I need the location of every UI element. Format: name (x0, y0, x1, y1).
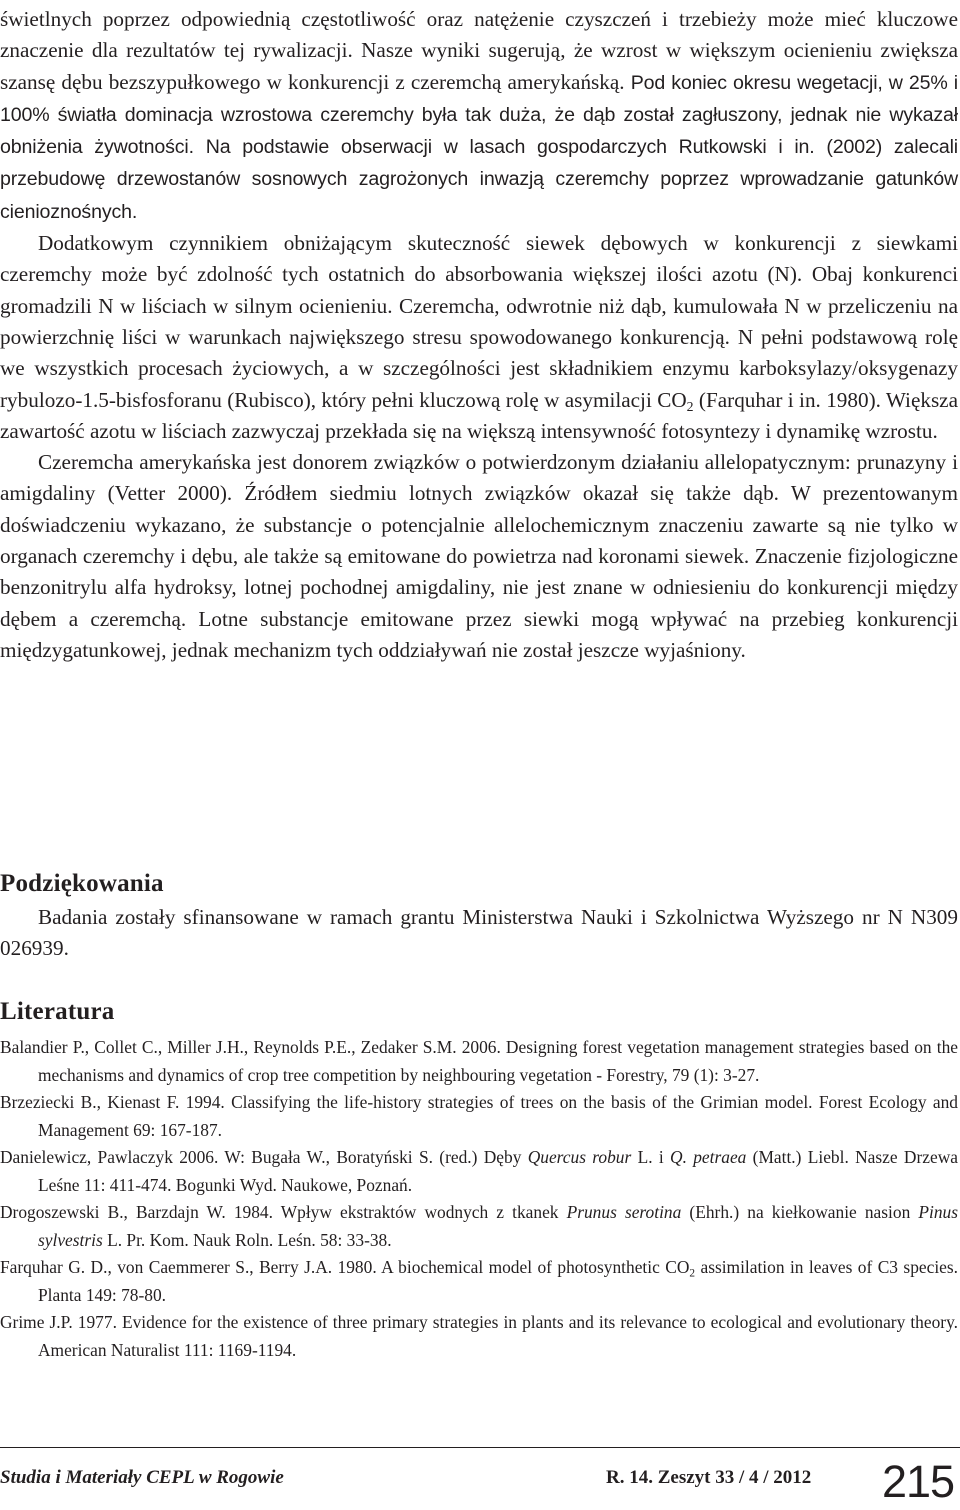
reference-item: Grime J.P. 1977. Evidence for the existence of three primary strategies in plants and its relevance to ecological and evolutionary theory. American Naturalist 111: 1169-1194. (0, 1312, 958, 1360)
reference-text: Danielewicz, Pawlaczyk 2006. W: Bugała W., Boratyński S. (red.) Dęby (0, 1147, 528, 1167)
reference-text: L. i (631, 1147, 671, 1167)
reference-text: assimilation in leaves of C3 species. Planta 149: 78-80. (38, 1257, 958, 1305)
acknowledgements-text: Badania zostały sfinansowane w ramach grantu Ministerstwa Nauki i Szkolnictwa Wyższego nr N N309 026939. (0, 905, 958, 961)
reference-item: Brzeziecki B., Kienast F. 1994. Classifying the life-history strategies of trees on the basis of the Grimian model. Forest Ecology and Management 69: 167-187. (0, 1092, 958, 1140)
paragraph-2-subscript: 2 (686, 398, 694, 414)
reference-text: Farquhar G. D., von Caemmerer S., Berry J.A. 1980. A biochemical model of photosynthetic CO (0, 1257, 690, 1277)
paragraph-2-part-b: (Farquhar i in. 1980). Większa zawartość azotu w liściach zazwyczaj przekłada się na większą intensywność fotosyntezy i dynamikę wzrostu. (0, 387, 958, 443)
acknowledgements-section (0, 902, 958, 965)
acknowledgements-heading: Podziękowania (0, 870, 164, 897)
reference-item (0, 1199, 958, 1254)
reference-subscript: 2 (689, 1267, 696, 1280)
reference-italic: Q. petraea (670, 1147, 747, 1167)
reference-list (0, 1034, 958, 1364)
reference-text: L. Pr. Kom. Nauk Roln. Leśn. 58: 33-38. (102, 1229, 392, 1250)
reference-item (0, 1254, 958, 1309)
reference-item (0, 1144, 958, 1199)
paragraph-3: Czeremcha amerykańska jest donorem związków o potwierdzonym działaniu allelopatycznym: prunazyny i amigdaliny (Vetter 2000). Źródłem siedmiu lotnych związków okazał się także dąb. W prezentowanym doświadczeniu wykazano, że substancje o potencjalnie allelochemicznym znaczeniu zawarte są nie tylko w organach czeremchy i dębu, ale także są emitowane do powietrza nad koronami siewek. Znaczenie fizjologiczne benzonitrylu alfa hydroksy, lotnej pochodnej amigdaliny, nie jest znane w odniesieniu do konkurencji między dębem a czeremchą. Lotne substancje emitowane przez siewki mogą wpływać na przebieg konkurencji międzygatunkowej, jednak mechanizm tych oddziaływań nie został jeszcze wyjaśniony. (0, 450, 958, 662)
reference-text: Drogoszewski B., Barzdajn W. 1984. Wpływ ekstraktów wodnych z tkanek (0, 1202, 567, 1222)
reference-italic: Quercus robur (527, 1147, 632, 1167)
paragraph-1-part-b: Pod koniec okresu wegetacji, w 25% i 100% światła dominacja wzrostowa czeremchy była tak duża, że dąb został zagłuszony, jednak nie wykazał obniżenia żywotności. Na podstawie obserwacji w lasach gospodarczych Rutkowski i in. (2002) zalecali przebudowę drzewostanów sosnowych zagrożonych inwazją czeremchy poprzez wprowadzanie gatunków cienioznośnych. (0, 71, 958, 223)
reference-text: (Matt.) Liebl. Nasze Drzewa Leśne 11: 411-474. Bogunki Wyd. Naukowe, Poznań. (38, 1147, 958, 1195)
footer-divider (0, 1447, 960, 1448)
reference-italic: Prunus serotina (566, 1202, 682, 1222)
literature-heading: Literatura (0, 998, 115, 1025)
paragraph-2 (0, 228, 958, 447)
body-text (0, 4, 958, 666)
paragraph-1 (0, 4, 958, 228)
paragraph-2-part-a: Dodatkowym czynnikiem obniżającym skuteczność siewek dębowych w konkurencji z siewkami czeremchy może być zdolność tych ostatnich do absorbowania większej ilości azotu (N). Obaj konkurenci gromadzili N w liściach w silnym ocienieniu. Czeremcha, odwrotnie niż dąb, kumulowała N w przeliczeniu na powierzchnię liści w warunkach największego stresu spowodowanego konkurencją. N pełni podstawową rolę we wszystkich procesach życiowych, a w szczególności jest składnikiem enzymu karboksylazy/oksygenazy rybulozo-1.5-bisfosforanu (Rubisco), który pełni kluczową rolę w asymilacji CO (0, 231, 958, 412)
page-number: 215 (882, 1456, 955, 1507)
reference-text: (Ehrh.) na kiełkowanie nasion (681, 1202, 919, 1222)
reference-italic: Pinus sylvestris (38, 1202, 958, 1250)
paragraph-1-part-a: świetlnych poprzez odpowiednią częstotliwość oraz natężenie czyszczeń i trzebieży może mieć kluczowe znaczenie dla rezultatów tej rywalizacji. Nasze wyniki sugerują, że wzrost w większym ocienieniu zwiększa szansę dębu bezszypułkowego w konkurencji z czeremchą amerykańską. (0, 7, 958, 94)
footer-issue-info: R. 14. Zeszyt 33 / 4 / 2012 (606, 1467, 812, 1488)
reference-item: Balandier P., Collet C., Miller J.H., Reynolds P.E., Zedaker S.M. 2006. Designing forest vegetation management strategies based on the mechanisms and dynamics of crop tree competition by neighbouring vegetation - Forestry, 79 (1): 3-27. (0, 1037, 958, 1085)
footer-journal-title: Studia i Materiały CEPL w Rogowie (0, 1467, 284, 1488)
